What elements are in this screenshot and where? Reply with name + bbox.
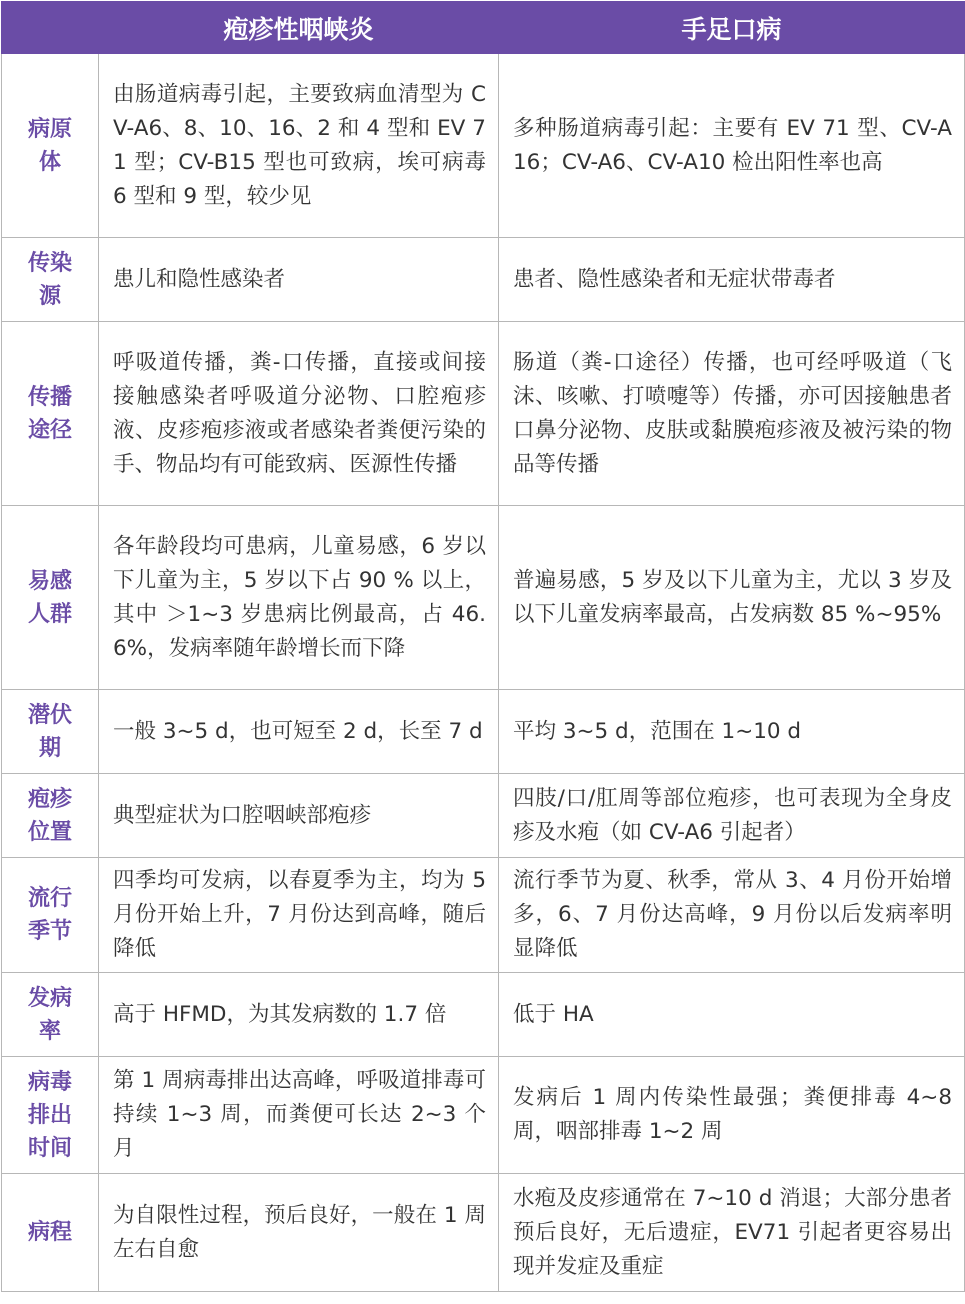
herpangina-cell: 四季均可发病，以春夏季为主，均为 5 月份开始上升，7 月份达到高峰，随后降低 (99, 858, 499, 973)
herpangina-cell: 典型症状为口腔咽峡部疱疹 (99, 774, 499, 858)
hfmd-cell: 普遍易感，5 岁及以下儿童为主，尤以 3 岁及以下儿童发病率最高，占发病数 85 %~95% (499, 506, 965, 690)
hfmd-cell: 低于 HA (499, 973, 965, 1057)
row-label-line: 季节 (27, 919, 72, 944)
herpangina-cell: 由肠道病毒引起，主要致病血清型为 CV-A6、8、10、16、2 和 4 型和 EV 71 型；CV-B15 型也可致病，埃可病毒 6 型和 9 型，较少见 (99, 54, 499, 238)
herpangina-cell: 第 1 周病毒排出达高峰，呼吸道排毒可持续 1~3 周，而粪便可长达 2~3 个月 (99, 1057, 499, 1174)
row-label-line: 传播 (27, 384, 72, 410)
row-label-line: 率 (38, 1018, 61, 1044)
table-row (2, 690, 965, 774)
row-label-line: 途径 (27, 417, 72, 443)
page (0, 1, 965, 1304)
hfmd-cell: 平均 3~5 d，范围在 1~10 d (499, 690, 965, 774)
row-label-line: 流行 (27, 886, 72, 911)
hfmd-cell: 多种肠道病毒引起：主要有 EV 71 型、CV-A16；CV-A6、CV-A10 检出阳性率也高 (499, 54, 965, 238)
table-row (2, 54, 965, 238)
table-row (2, 858, 965, 973)
table-body (2, 54, 965, 1292)
row-label-line: 病毒 (27, 1069, 72, 1095)
row-label-line: 疱疹 (27, 786, 72, 812)
row-label (2, 238, 99, 322)
row-label (2, 322, 99, 506)
row-label-line: 期 (38, 735, 61, 761)
row-label-line: 传染 (27, 250, 72, 276)
header-corner-cell (2, 2, 99, 54)
row-label (2, 506, 99, 690)
table-row (2, 1174, 965, 1292)
row-label-line: 源 (38, 283, 61, 309)
table-row (2, 973, 965, 1057)
hfmd-cell: 肠道（粪-口途径）传播，也可经呼吸道（飞沫、咳嗽、打喷嚏等）传播，亦可因接触患者口鼻分泌物、皮肤或黏膜疱疹液及被污染的物品等传播 (499, 322, 965, 506)
herpangina-cell: 一般 3~5 d，也可短至 2 d，长至 7 d (99, 690, 499, 774)
table-row (2, 774, 965, 858)
row-label (2, 973, 99, 1057)
hfmd-cell: 流行季节为夏、秋季，常从 3、4 月份开始增多，6、7 月份达高峰，9 月份以后发病率明显降低 (499, 858, 965, 973)
row-label (2, 1057, 99, 1174)
row-label-line: 体 (38, 149, 61, 175)
table-row (2, 322, 965, 506)
row-label-line: 排出 (27, 1102, 72, 1128)
row-label-line: 潜伏 (27, 702, 72, 728)
table-header-row (2, 2, 965, 54)
hfmd-cell: 四肢/口/肛周等部位疱疹，也可表现为全身皮疹及水疱（如 CV-A6 引起者） (499, 774, 965, 858)
herpangina-cell: 高于 HFMD，为其发病数的 1.7 倍 (99, 973, 499, 1057)
row-label-line: 病原 (27, 116, 72, 142)
row-label (2, 54, 99, 238)
table-row (2, 1057, 965, 1174)
row-label-line: 人群 (27, 601, 72, 627)
row-label-line: 发病 (27, 985, 72, 1011)
header-hfmd: 手足口病 (499, 2, 965, 54)
row-label-line: 易感 (27, 568, 72, 594)
row-label-line: 位置 (27, 819, 72, 845)
row-label (2, 858, 99, 973)
row-label-line: 病程 (27, 1220, 72, 1245)
hfmd-cell: 水疱及皮疹通常在 7~10 d 消退；大部分患者预后良好，无后遗症，EV71 引起者更容易出现并发症及重症 (499, 1174, 965, 1292)
herpangina-cell: 为自限性过程，预后良好，一般在 1 周左右自愈 (99, 1174, 499, 1292)
table-row (2, 238, 965, 322)
hfmd-cell: 发病后 1 周内传染性最强；粪便排毒 4~8 周，咽部排毒 1~2 周 (499, 1057, 965, 1174)
herpangina-cell: 患儿和隐性感染者 (99, 238, 499, 322)
table-row (2, 506, 965, 690)
hfmd-cell: 患者、隐性感染者和无症状带毒者 (499, 238, 965, 322)
row-label (2, 774, 99, 858)
herpangina-cell: 呼吸道传播，粪-口传播，直接或间接接触感染者呼吸道分泌物、口腔疱疹液、皮疹疱疹液或者感染者粪便污染的手、物品均有可能致病、医源性传播 (99, 322, 499, 506)
herpangina-cell: 各年龄段均可患病，儿童易感，6 岁以下儿童为主，5 岁以下占 90 % 以上，其中 ＞1~3 岁患病比例最高，占 46.6%，发病率随年龄增长而下降 (99, 506, 499, 690)
row-label-line: 时间 (27, 1135, 72, 1161)
header-herpangina: 疱疹性咽峡炎 (99, 2, 499, 54)
row-label (2, 1174, 99, 1292)
comparison-table (1, 1, 965, 1292)
row-label (2, 690, 99, 774)
